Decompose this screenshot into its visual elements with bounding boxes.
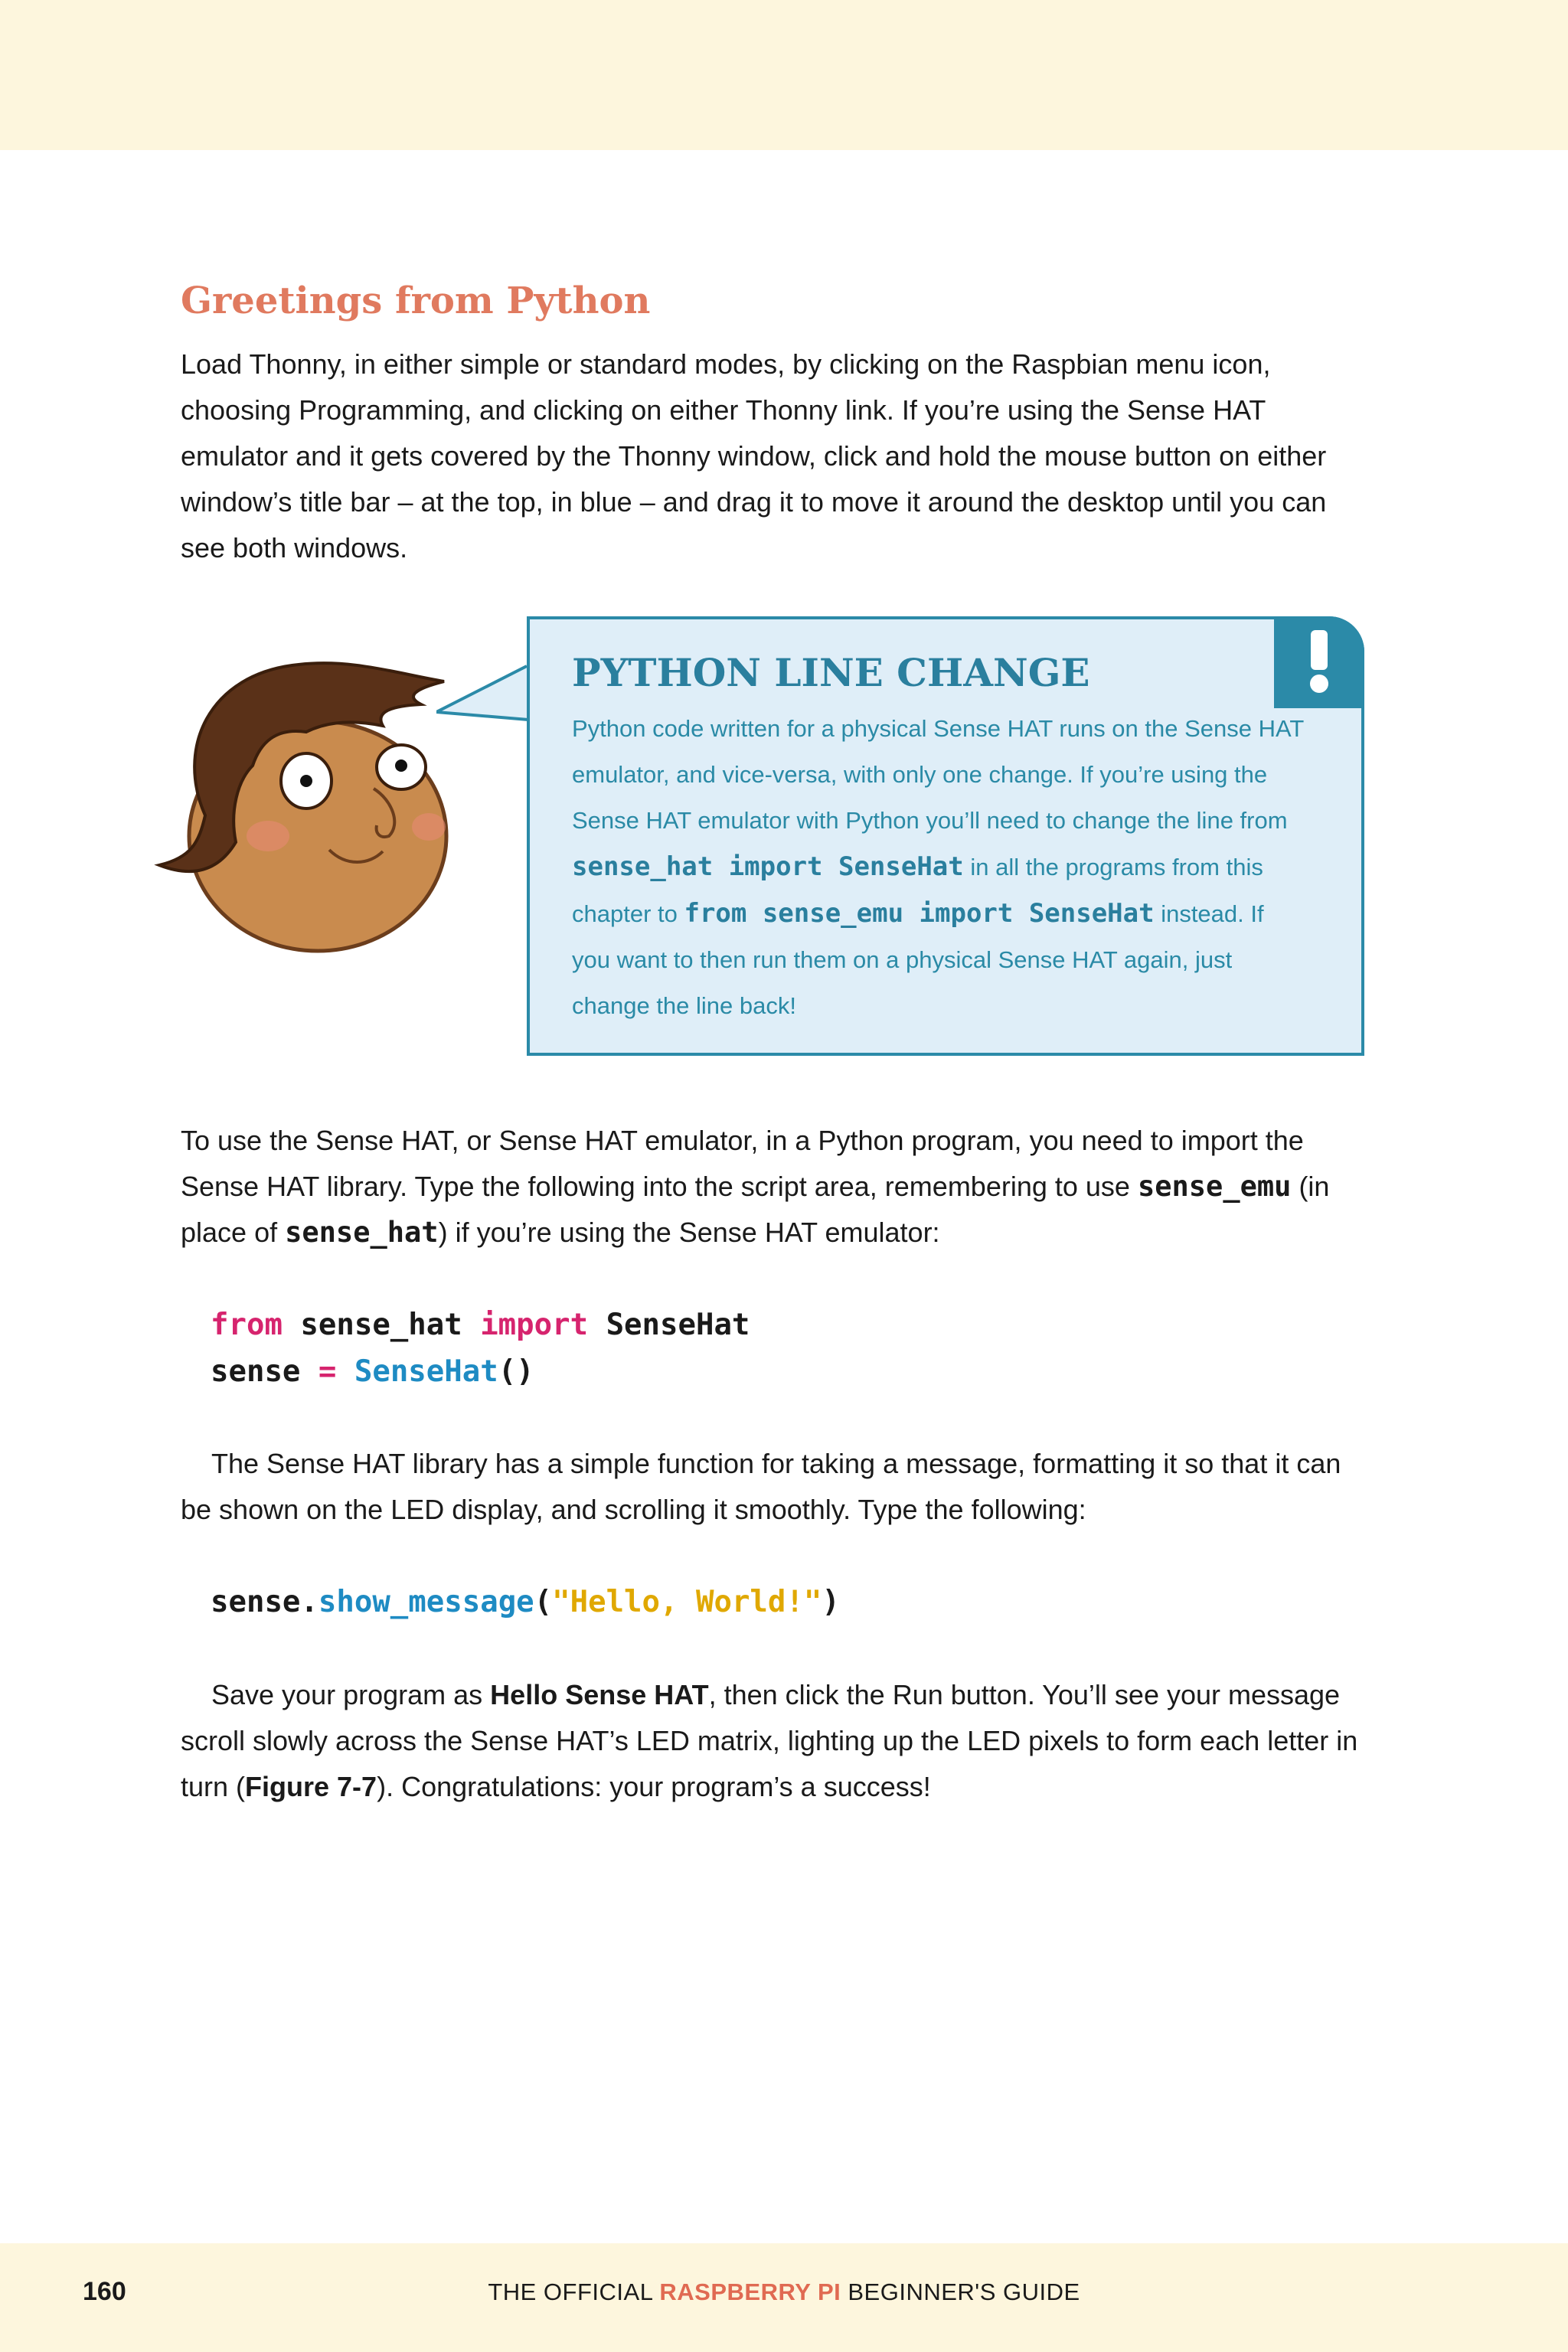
code-string: "Hello, World!": [552, 1585, 822, 1619]
intro-paragraph: Load Thonny, in either simple or standard modes, by clicking on the Raspbian menu icon, choosing Programming, and clicking on either Thonny link. If you’re using the Sense HAT emulator and it gets covered by the Thonny window, click and hold the mouse button on either window’s title bar – at the top, in blue – and drag it to move it around the desktop until you can see both windows.: [181, 348, 1327, 564]
figure-reference: Figure 7-7: [245, 1771, 377, 1802]
code-line: [211, 1348, 750, 1395]
code-function: show_message: [318, 1585, 534, 1619]
code-variable: sense: [211, 1354, 318, 1389]
callout-body: [572, 706, 1307, 1029]
import-paragraph: [181, 1118, 1375, 1256]
code-keyword: import: [480, 1308, 589, 1342]
show-message-code-block: [211, 1579, 840, 1625]
callout-text: in all the programs from this chapter to: [572, 854, 1263, 927]
code-paren: ): [822, 1585, 840, 1619]
paragraph-text: To use the Sense HAT, or Sense HAT emulator, in a Python program, you need to import the Sense HAT library. Type the following into the script area, remembering to use: [181, 1125, 1304, 1202]
paragraph-text: ) if you’re using the Sense HAT emulator:: [438, 1217, 940, 1248]
code-parens: (): [498, 1354, 534, 1389]
inline-code: sense_emu: [1137, 1170, 1292, 1203]
save-paragraph: [181, 1672, 1375, 1810]
inline-code: sense_hat import SenseHat: [572, 851, 964, 882]
python-line-change-callout: [527, 616, 1364, 1056]
bold-text: Hello Sense HAT: [490, 1679, 709, 1710]
code-space: [336, 1354, 354, 1389]
section-heading: Greetings from Python: [181, 279, 651, 322]
header-band: [0, 0, 1568, 150]
footer-text: THE OFFICIAL: [488, 2278, 660, 2305]
footer-accent-text: RASPBERRY PI: [659, 2278, 841, 2305]
code-line: [211, 1302, 750, 1348]
callout-text: Python code written for a physical Sense HAT runs on the Sense HAT emulator, and vice-versa, with only one change. If you’re using the Sense HAT emulator with Python you’ll need to change the line from: [572, 715, 1304, 834]
code-class: SenseHat: [588, 1308, 750, 1342]
code-operator: =: [318, 1354, 337, 1389]
code-object: sense.: [211, 1585, 318, 1619]
exclamation-badge: [1274, 616, 1364, 708]
paragraph-text: (in place of: [181, 1171, 1330, 1248]
code-keyword: from: [211, 1308, 283, 1342]
exclamation-icon: [1274, 616, 1364, 708]
callout-text: instead. If you want to then run them on a physical Sense HAT again, just change the line back!: [572, 900, 1264, 1019]
paragraph-text: ). Congratulations: your program’s a success!: [377, 1771, 931, 1802]
inline-code: from sense_emu import SenseHat: [684, 898, 1155, 929]
code-module: sense_hat: [282, 1308, 481, 1342]
callout-title: PYTHON LINE CHANGE: [572, 650, 1090, 695]
page-number: 160: [83, 2277, 126, 2306]
footer-text: BEGINNER'S GUIDE: [841, 2278, 1080, 2305]
code-paren: (: [534, 1585, 553, 1619]
paragraph-text: Save your program as: [211, 1679, 491, 1710]
message-paragraph: The Sense HAT library has a simple function for taking a message, formatting it so that it can be shown on the LED display, and scrolling it smoothly. Type the following:: [181, 1448, 1341, 1525]
paragraph-text: , then click the Run button. You’ll see your message scroll slowly across the Sense HAT’s LED matrix, lighting up the LED pixels to form each letter in turn (: [181, 1679, 1358, 1802]
code-function: SenseHat: [354, 1354, 498, 1389]
import-code-block: [211, 1302, 750, 1395]
cartoon-boy-illustration: [145, 635, 475, 965]
running-footer-title: [0, 2278, 1568, 2306]
inline-code: sense_hat: [285, 1216, 439, 1249]
